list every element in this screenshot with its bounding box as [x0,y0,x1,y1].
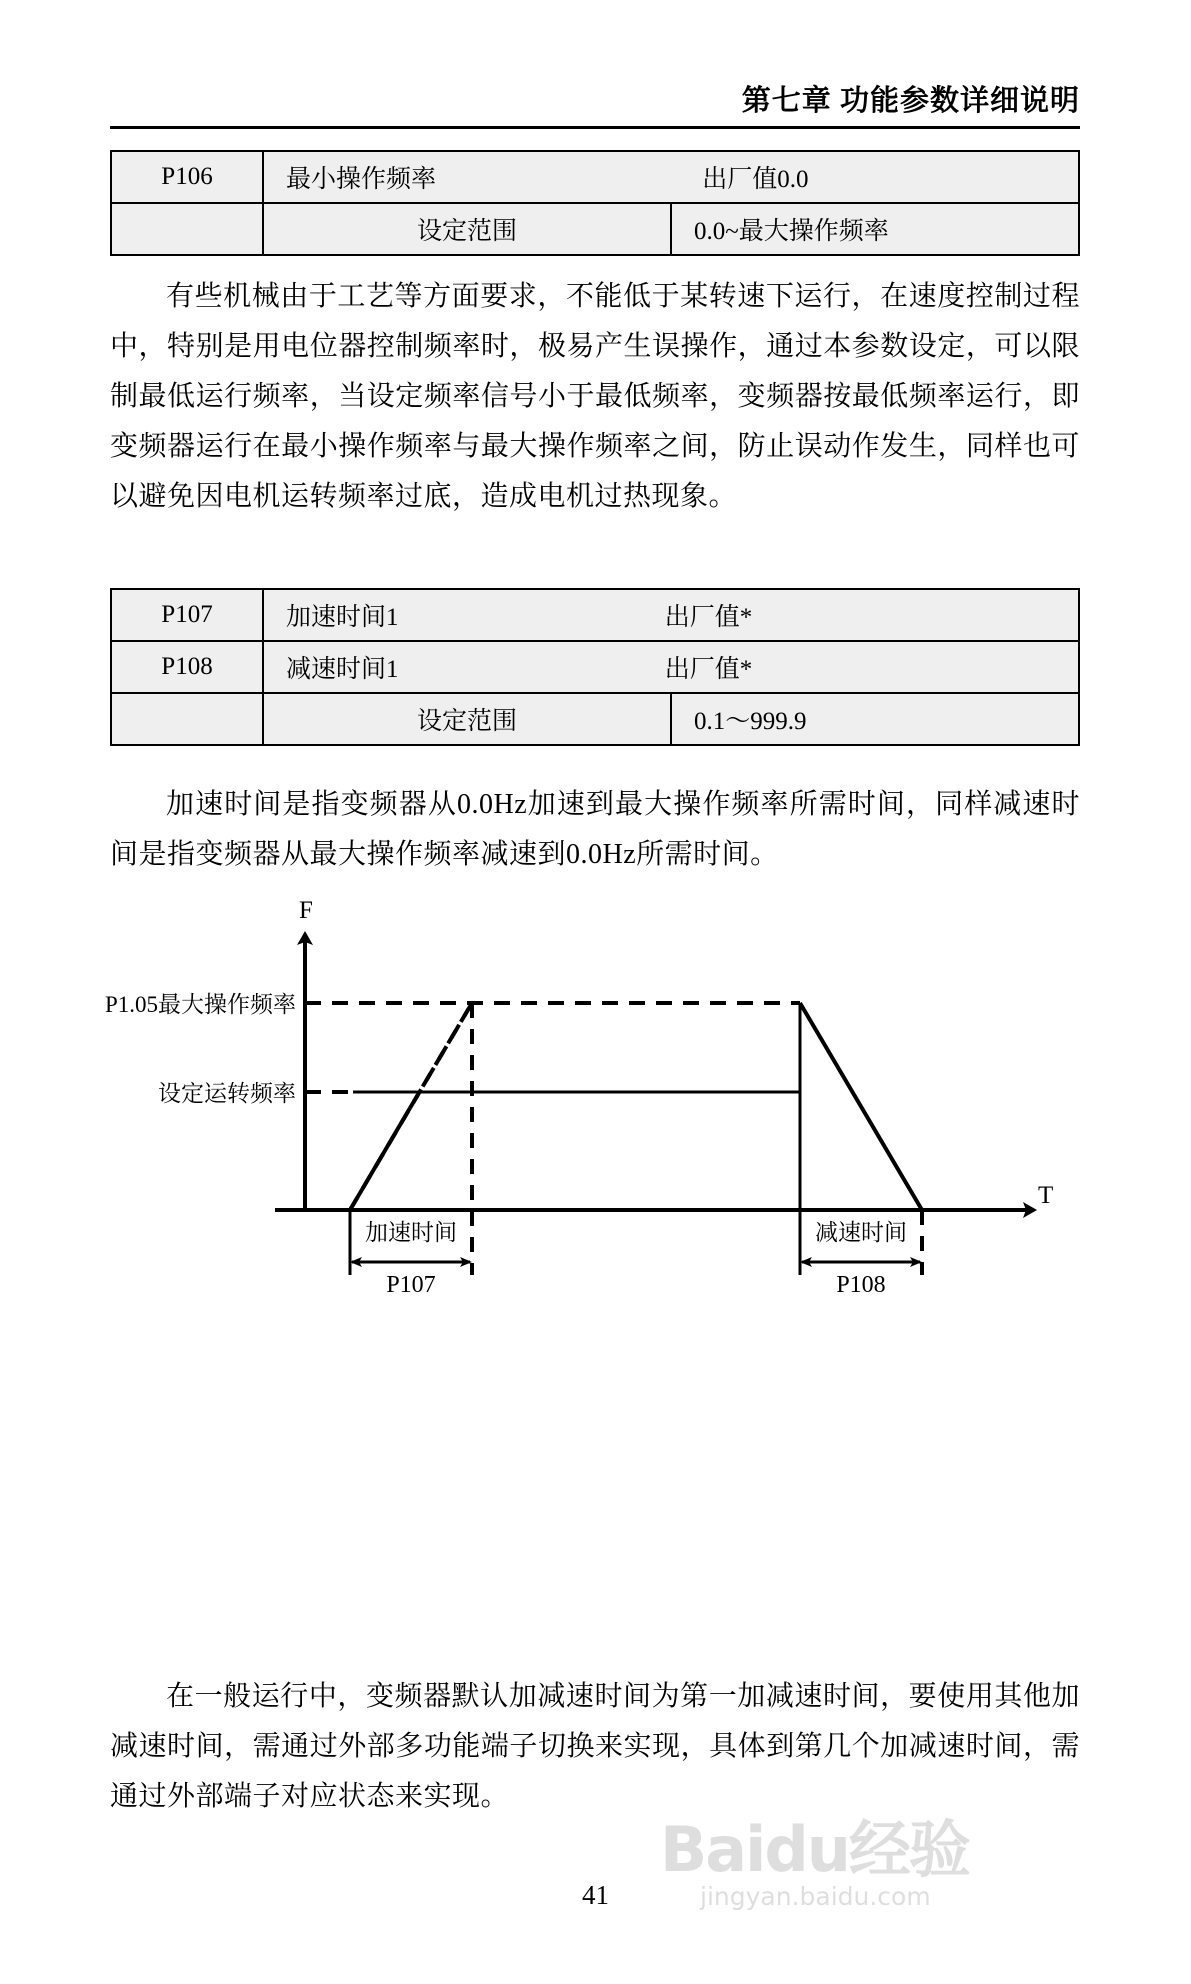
table-row [111,693,1079,745]
paragraph-p106-text: 有些机械由于工艺等方面要求，不能低于某转速下运行，在速度控制过程中，特别是用电位器控制频率时，极易产生误操作，通过本参数设定，可以限制最低运行频率，当设定频率信号小于最低频率，变频器按最低频率运行，即变频器运行在最小操作频率与最大操作频率之间，防止误动作发生，同样也可以避免因电机运转频率过底，造成电机过热现象。 [110,281,1080,512]
page-header [110,78,1080,138]
setting-range-value: 0.0~最大操作频率 [671,203,1079,255]
level-label-max-frequency: P1.05最大操作频率 [104,992,296,1017]
span-label-decel-time: 减速时间 [815,1220,907,1245]
table-row [111,151,1079,203]
param-code-cell: P108 [111,641,263,693]
param-name-factory-cell [263,589,1079,641]
param-code-cell: P106 [111,151,263,203]
param-code-cell-empty [111,693,263,745]
chapter-title: 第七章 功能参数详细说明 [741,85,1080,117]
span-param-p107: P107 [386,1272,436,1298]
diagram-x-axis-label: T [1038,1182,1054,1209]
watermark-sub-text: jingyan.baidu.com [700,1882,931,1911]
param-factory-value: 出厂值* [664,604,753,631]
paragraph-p106-block [110,272,1080,522]
paragraph-p107-text: 加速时间是指变频器从0.0Hz加速到最大操作频率所需时间，同样减速时间是指变频器从最大操作频率减速到0.0Hz所需时间。 [110,789,1080,870]
setting-range-label: 设定范围 [263,203,671,255]
param-name-factory-cell [263,151,1079,203]
param-name-label: 减速时间1 [286,656,399,683]
setting-range-value: 0.1～999.9 [671,693,1079,745]
param-factory-value: 出厂值0.0 [702,166,809,193]
accel-ramp-solid [350,1108,410,1210]
span-label-accel-time: 加速时间 [365,1220,457,1245]
param-factory-value: 出厂值* [664,656,753,683]
accel-decel-ramp-diagram [100,890,1090,1310]
table-row [111,589,1079,641]
parameter-table-p107-p108 [110,588,1080,746]
param-name-label: 加速时间1 [286,604,399,631]
setting-range-label: 设定范围 [263,693,671,745]
param-name-label: 最小操作频率 [286,166,437,193]
table-row [111,203,1079,255]
param-name-factory-cell [263,641,1079,693]
table-row [111,641,1079,693]
watermark-main-text: Baidu经验 [660,1813,969,1886]
param-code-cell-empty [111,203,263,255]
parameter-table-p106 [110,150,1080,256]
paragraph-p107-block [110,780,1080,880]
param-code-cell: P107 [111,589,263,641]
paragraph-final-text: 在一般运行中，变频器默认加减速时间为第一加减速时间，要使用其他加减速时间，需通过外部多功能端子切换来实现，具体到第几个加减速时间，需通过外部端子对应状态来实现。 [110,1681,1080,1812]
level-label-set-frequency: 设定运转频率 [158,1081,296,1106]
diagram-y-axis-label: F [299,897,313,924]
paragraph-final-block [110,1672,1080,1822]
span-param-p108: P108 [836,1272,886,1298]
header-divider-rule [110,126,1080,129]
page-number: 41 [582,1880,609,1910]
decel-ramp-line [800,1003,922,1210]
